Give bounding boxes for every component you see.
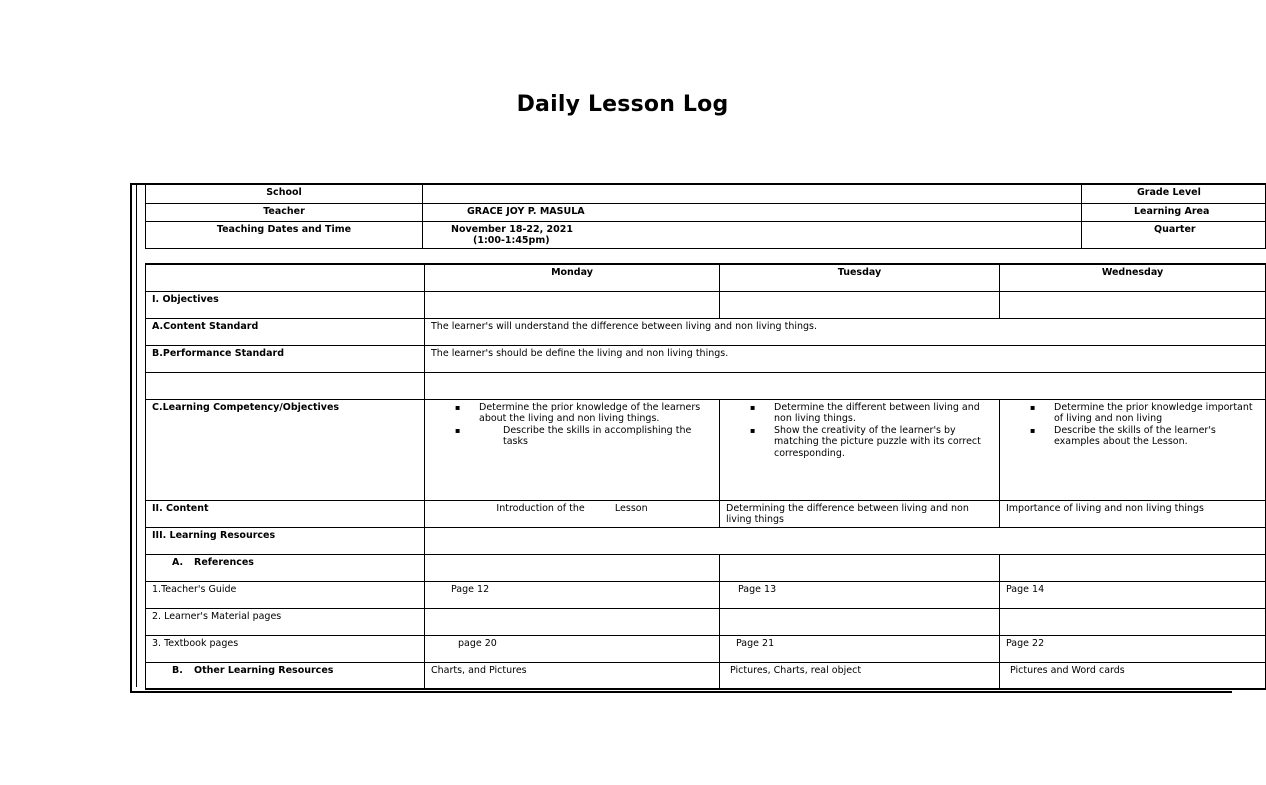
day-header-monday: Monday — [425, 264, 720, 291]
competency-label: C.Learning Competency/Objectives — [146, 399, 425, 500]
teachers-guide-wednesday: Page 14 — [1000, 581, 1266, 608]
textbook-label: 3. Textbook pages — [146, 635, 425, 662]
content-standard-value: The learner's will understand the difference between living and non living things. — [425, 318, 1266, 345]
objectives-tuesday — [720, 291, 1000, 318]
blank-row-label — [146, 372, 425, 399]
textbook-tuesday: Page 21 — [720, 635, 1000, 662]
frame-inner-rule — [136, 185, 137, 687]
day-header-tuesday: Tuesday — [720, 264, 1000, 291]
teacher-value: GRACE JOY P. MASULA — [423, 203, 1082, 221]
teachers-guide-monday: Page 12 — [425, 581, 720, 608]
resources-value — [425, 527, 1266, 554]
references-label — [146, 554, 425, 581]
content-label: II. Content — [146, 500, 425, 527]
other-resources-label — [146, 662, 425, 689]
learners-material-monday — [425, 608, 720, 635]
objectives-label: I. Objectives — [146, 291, 425, 318]
references-wednesday — [1000, 554, 1266, 581]
performance-standard-value: The learner's should be define the living and non living things. — [425, 345, 1266, 372]
competency-monday-item: ▪ Determine the prior knowledge of the learners about the living and non living things. — [479, 402, 713, 425]
day-header-wednesday: Wednesday — [1000, 264, 1266, 291]
learners-material-wednesday — [1000, 608, 1266, 635]
textbook-monday: page 20 — [425, 635, 720, 662]
teachers-guide-label: 1.Teacher's Guide — [146, 581, 425, 608]
other-resources-tuesday: Pictures, Charts, real object — [720, 662, 1000, 689]
references-letter: A. — [172, 556, 184, 568]
learners-material-label: 2. Learner's Material pages — [146, 608, 425, 635]
blank-row-value — [425, 372, 1266, 399]
page-title: Daily Lesson Log — [516, 92, 729, 117]
competency-wednesday-item: ▪ Describe the skills of the learner's examples about the Lesson. — [1054, 425, 1259, 448]
quarter-label: Quarter — [1082, 221, 1266, 248]
corner-cell — [146, 264, 425, 291]
learners-material-tuesday — [720, 608, 1000, 635]
teacher-label: Teacher — [146, 203, 423, 221]
content-wednesday: Importance of living and non living things — [1000, 500, 1266, 527]
objectives-wednesday — [1000, 291, 1266, 318]
objectives-monday — [425, 291, 720, 318]
references-monday — [425, 554, 720, 581]
competency-wednesday — [1000, 399, 1266, 500]
school-label: School — [146, 184, 423, 203]
performance-standard-label: B.Performance Standard — [146, 345, 425, 372]
grade-level-label: Grade Level — [1082, 184, 1266, 203]
competency-wednesday-item: ▪ Determine the prior knowledge important of living and non living — [1054, 402, 1259, 425]
teaching-dates-value — [423, 221, 1082, 248]
lesson-table — [145, 263, 1266, 690]
learning-area-label: Learning Area — [1082, 203, 1266, 221]
time-text: (1:00-1:45pm) — [473, 234, 550, 246]
resources-label: III. Learning Resources — [146, 527, 425, 554]
dates-text: November 18-22, 2021 — [451, 223, 573, 235]
competency-monday — [425, 399, 720, 500]
references-tuesday — [720, 554, 1000, 581]
other-resources-wednesday: Pictures and Word cards — [1000, 662, 1266, 689]
references-text: References — [194, 556, 254, 568]
school-value — [423, 184, 1082, 203]
competency-tuesday — [720, 399, 1000, 500]
textbook-wednesday: Page 22 — [1000, 635, 1266, 662]
content-standard-label: A.Content Standard — [146, 318, 425, 345]
other-resources-letter: B. — [172, 664, 183, 676]
teachers-guide-tuesday: Page 13 — [720, 581, 1000, 608]
other-resources-monday: Charts, and Pictures — [425, 662, 720, 689]
content-tuesday: Determining the difference between living and non living things — [720, 500, 1000, 527]
teaching-dates-label: Teaching Dates and Time — [146, 221, 423, 248]
competency-monday-item: ▪ Describe the skills in accomplishing the tasks — [479, 425, 713, 448]
header-table — [145, 183, 1266, 249]
competency-tuesday-item: ▪ Show the creativity of the learner's by matching the picture puzzle with its correct corresponding. — [774, 425, 993, 460]
competency-tuesday-item: ▪ Determine the different between living and non living things. — [774, 402, 993, 425]
content-monday: Introduction of the Lesson — [425, 500, 720, 527]
other-resources-text: Other Learning Resources — [194, 664, 334, 676]
